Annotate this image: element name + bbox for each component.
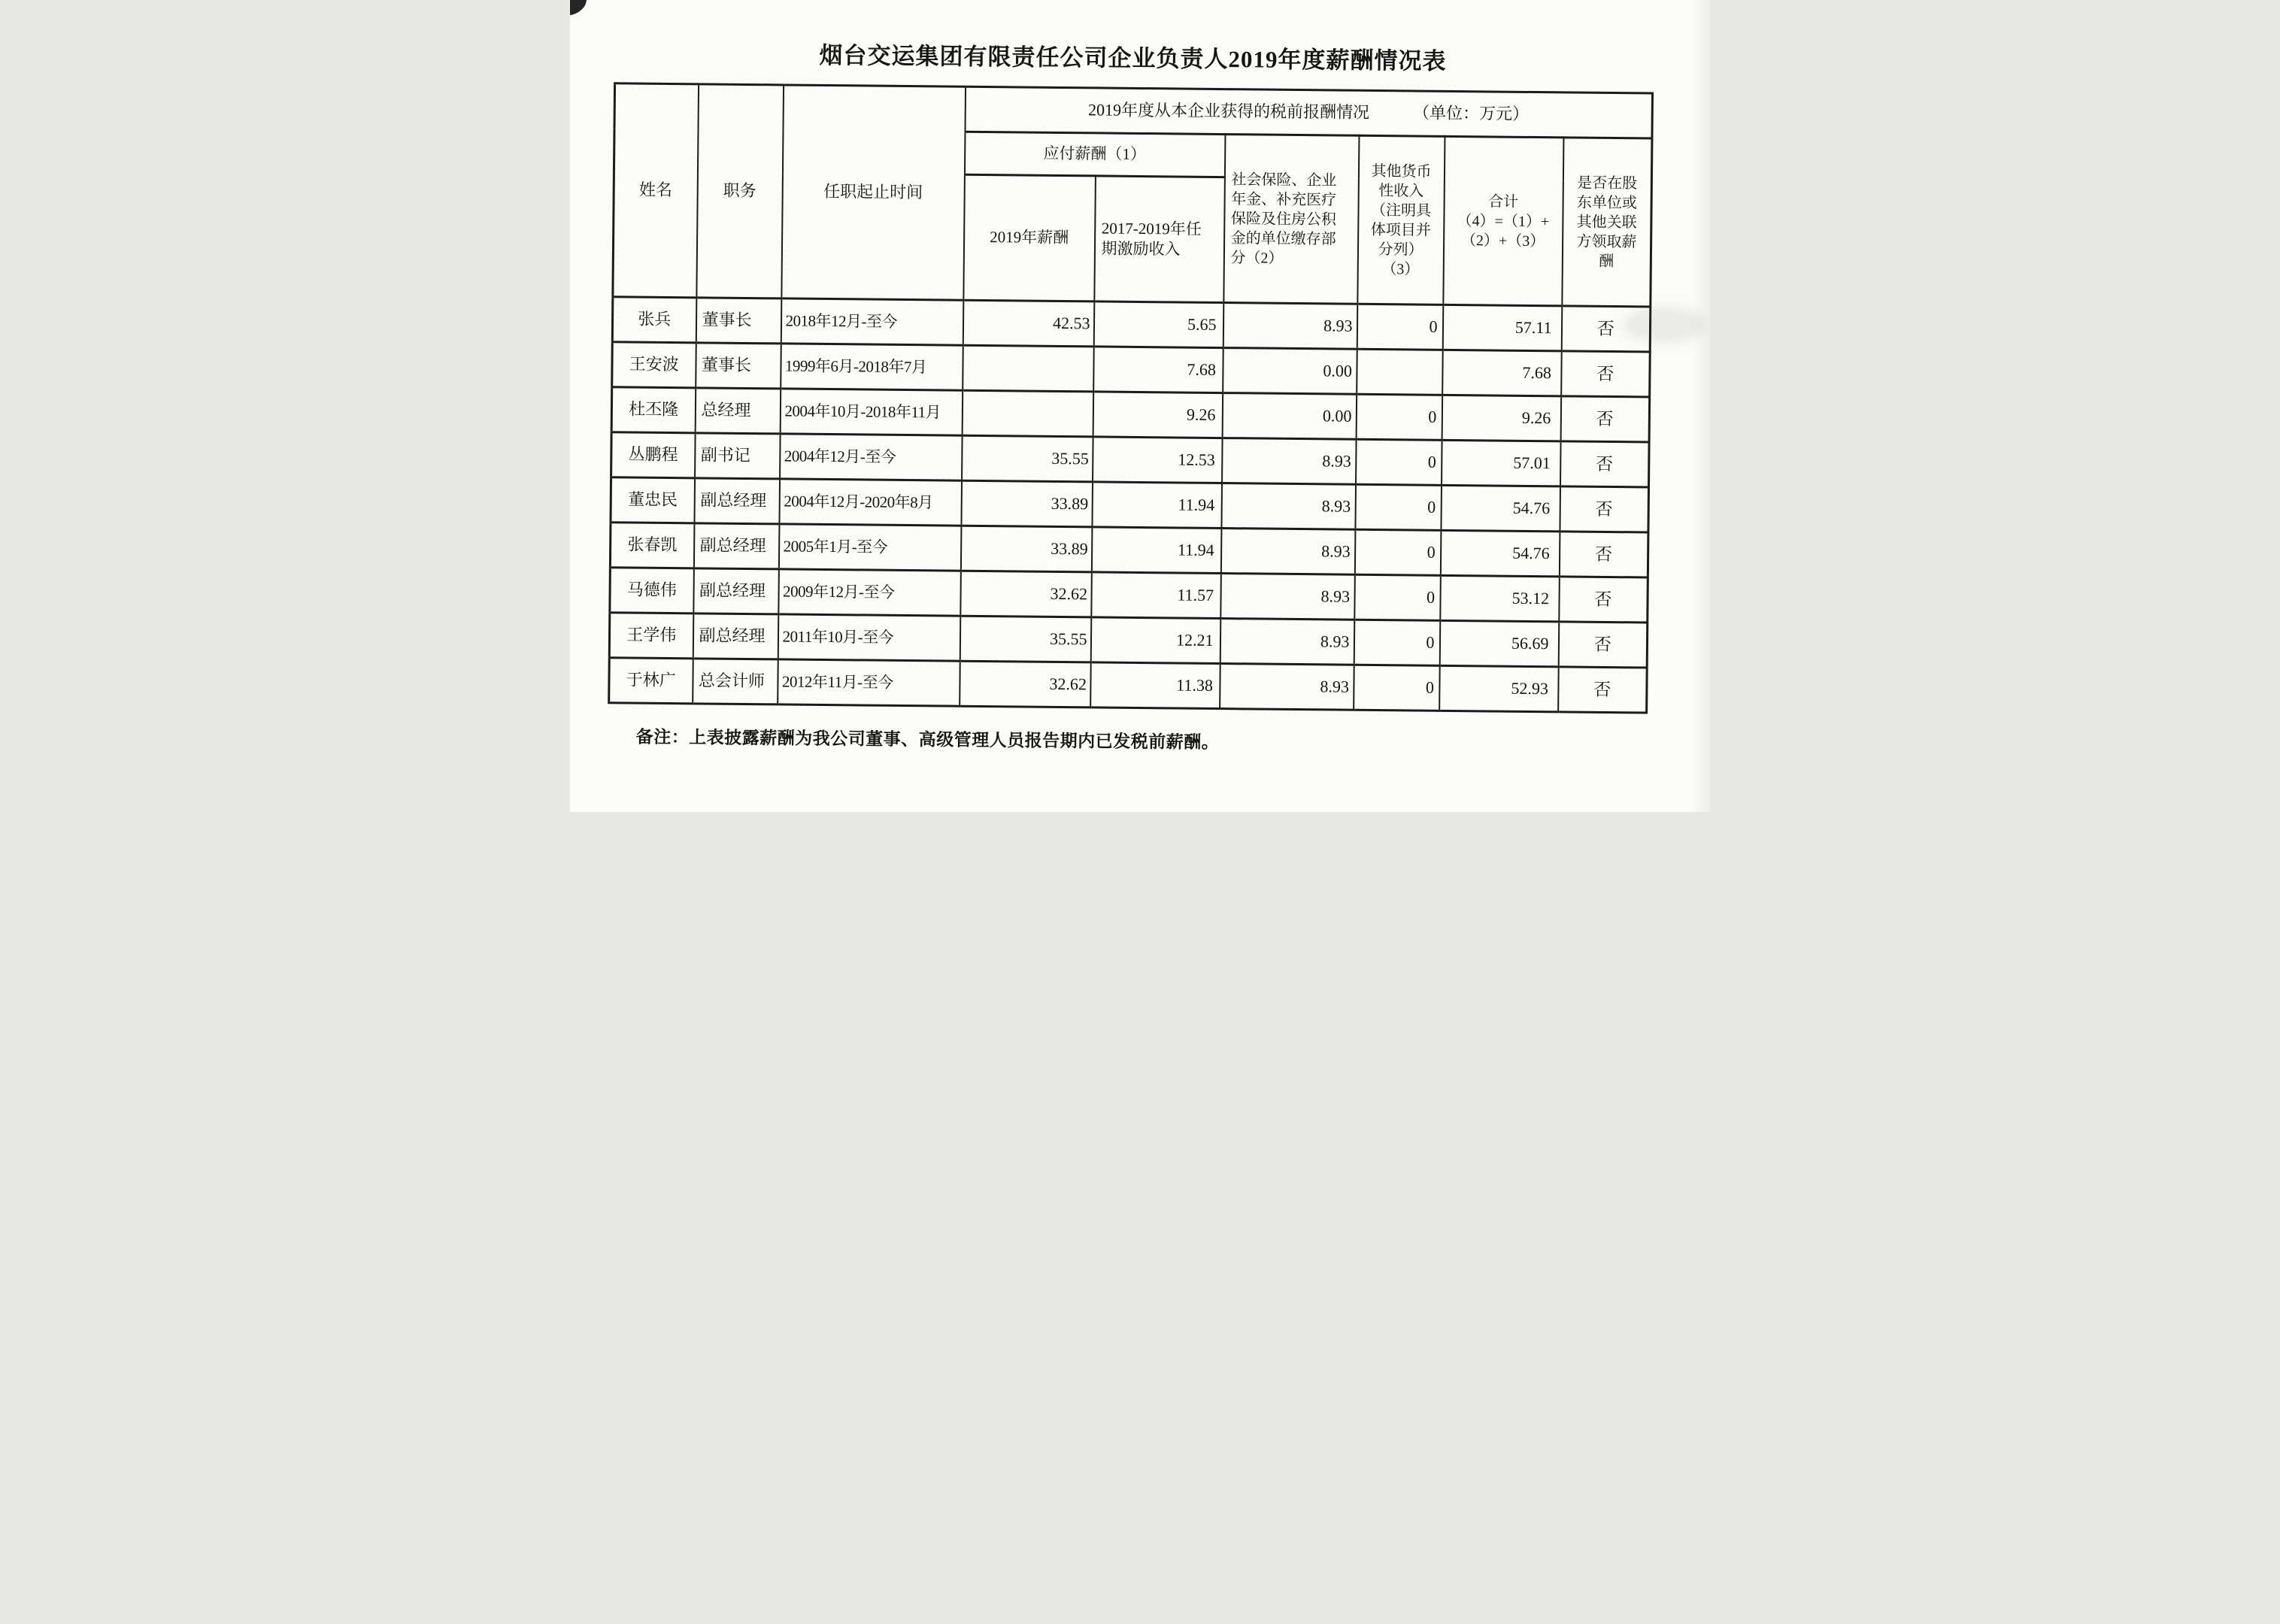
salary-cell bbox=[963, 345, 1094, 392]
header-tenure: 任职起止时间 bbox=[781, 85, 966, 300]
name-cell: 丛鹏程 bbox=[611, 432, 696, 478]
total-cell: 54.76 bbox=[1440, 530, 1560, 577]
page-title: 烟台交运集团有限责任公司企业负责人2019年度薪酬情况表 bbox=[819, 41, 1447, 74]
name-cell: 马德伟 bbox=[610, 568, 694, 614]
total-cell: 53.12 bbox=[1440, 575, 1560, 622]
name-cell: 董忠民 bbox=[611, 477, 695, 523]
salary-cell: 32.62 bbox=[960, 571, 1092, 617]
salary-cell: 33.89 bbox=[960, 526, 1092, 572]
social-cell: 8.93 bbox=[1222, 438, 1357, 485]
position-cell: 副总经理 bbox=[693, 568, 779, 614]
tenure-cell: 2004年12月-2020年8月 bbox=[779, 479, 962, 526]
header-name: 姓名 bbox=[613, 83, 699, 298]
other-income-cell: 0 bbox=[1356, 394, 1442, 440]
header-band bbox=[965, 86, 1653, 138]
incentive-cell: 11.57 bbox=[1091, 572, 1221, 619]
related-party-cell: 否 bbox=[1558, 667, 1648, 713]
tenure-cell: 2004年12月-至今 bbox=[780, 434, 963, 480]
document-sheet bbox=[570, 0, 1710, 812]
other-income-cell: 0 bbox=[1357, 304, 1443, 350]
name-cell: 张兵 bbox=[612, 297, 696, 343]
social-cell: 8.93 bbox=[1220, 574, 1355, 620]
name-cell: 张春凯 bbox=[610, 523, 694, 568]
name-cell: 于林广 bbox=[609, 658, 693, 704]
name-cell: 王学伟 bbox=[609, 613, 693, 659]
header-salary-2019: 2019年薪酬 bbox=[963, 174, 1096, 301]
tenure-cell: 2005年1月-至今 bbox=[778, 524, 961, 571]
scanned-document-page bbox=[570, 0, 1710, 812]
social-cell: 8.93 bbox=[1223, 303, 1357, 350]
position-cell: 总会计师 bbox=[693, 659, 778, 704]
tenure-cell: 2004年10月-2018年11月 bbox=[780, 389, 963, 435]
total-cell: 56.69 bbox=[1439, 620, 1559, 667]
other-income-cell: 0 bbox=[1354, 620, 1440, 665]
related-party-cell: 否 bbox=[1561, 306, 1651, 352]
header-other-income: 其他货币 性收入 （注明具 体项目并 分列） （3） bbox=[1357, 135, 1445, 304]
salary-table bbox=[608, 82, 1654, 714]
salary-cell: 32.62 bbox=[960, 661, 1091, 707]
header-band-label: 2019年度从本企业获得的税前报酬情况 bbox=[1087, 100, 1370, 123]
tenure-cell: 1999年6月-2018年7月 bbox=[781, 344, 963, 390]
incentive-cell: 7.68 bbox=[1093, 347, 1223, 393]
header-related-party: 是否在股 东单位或 其他关联 方领取薪 酬 bbox=[1562, 138, 1652, 307]
other-income-cell bbox=[1357, 349, 1443, 395]
incentive-cell: 12.21 bbox=[1090, 617, 1220, 664]
tenure-cell: 2012年11月-至今 bbox=[778, 659, 960, 706]
total-cell: 57.01 bbox=[1442, 440, 1561, 486]
table-row bbox=[609, 658, 1648, 713]
related-party-cell: 否 bbox=[1558, 622, 1648, 668]
social-cell: 8.93 bbox=[1221, 483, 1356, 530]
other-income-cell: 0 bbox=[1354, 665, 1440, 710]
other-income-cell: 0 bbox=[1354, 574, 1441, 620]
position-cell: 董事长 bbox=[696, 298, 781, 344]
header-position: 职务 bbox=[696, 84, 784, 298]
social-cell: 0.00 bbox=[1222, 393, 1357, 440]
other-income-cell: 0 bbox=[1355, 484, 1442, 530]
header-incentive: 2017-2019年任 期激励收入 bbox=[1094, 176, 1225, 303]
name-cell: 王安波 bbox=[612, 342, 696, 388]
incentive-cell: 12.53 bbox=[1093, 437, 1223, 483]
header-payable: 应付薪酬（1） bbox=[964, 132, 1225, 177]
related-party-cell: 否 bbox=[1560, 396, 1650, 442]
incentive-cell: 11.94 bbox=[1092, 482, 1222, 529]
position-cell: 董事长 bbox=[696, 343, 781, 389]
header-band-unit: （单位：万元） bbox=[1412, 103, 1530, 124]
social-cell: 0.00 bbox=[1223, 348, 1357, 395]
total-cell: 57.11 bbox=[1442, 304, 1562, 351]
social-cell: 8.93 bbox=[1220, 619, 1354, 665]
related-party-cell: 否 bbox=[1560, 486, 1649, 532]
footnote: 备注：上表披露薪酬为我公司董事、高级管理人员报告期内已发税前薪酬。 bbox=[635, 727, 1220, 753]
salary-cell: 35.55 bbox=[962, 435, 1093, 482]
incentive-cell: 11.38 bbox=[1090, 662, 1220, 709]
position-cell: 副总经理 bbox=[693, 523, 779, 569]
incentive-cell: 11.94 bbox=[1091, 527, 1221, 574]
related-party-cell: 否 bbox=[1560, 441, 1650, 487]
related-party-cell: 否 bbox=[1559, 577, 1648, 623]
salary-cell: 35.55 bbox=[960, 616, 1091, 662]
related-party-cell: 否 bbox=[1559, 532, 1648, 577]
tenure-cell: 2011年10月-至今 bbox=[778, 614, 960, 661]
position-cell: 副书记 bbox=[695, 433, 781, 479]
salary-cell: 33.89 bbox=[961, 480, 1093, 527]
total-cell: 52.93 bbox=[1439, 665, 1559, 712]
total-cell: 54.76 bbox=[1441, 485, 1560, 532]
social-cell: 8.93 bbox=[1220, 664, 1354, 710]
social-cell: 8.93 bbox=[1220, 529, 1355, 575]
related-party-cell: 否 bbox=[1561, 351, 1651, 397]
incentive-cell: 5.65 bbox=[1093, 301, 1223, 348]
total-cell: 9.26 bbox=[1442, 395, 1561, 441]
other-income-cell: 0 bbox=[1354, 529, 1441, 575]
header-total: 合计 （4）=（1）+ （2）+（3） bbox=[1443, 136, 1563, 306]
salary-cell: 42.53 bbox=[963, 300, 1094, 347]
position-cell: 副总经理 bbox=[694, 478, 780, 524]
salary-cell bbox=[962, 390, 1093, 437]
tenure-cell: 2018年12月-至今 bbox=[781, 298, 963, 345]
name-cell: 杜丕隆 bbox=[611, 387, 696, 433]
tenure-cell: 2009年12月-至今 bbox=[778, 569, 961, 616]
scan-edge-shade bbox=[1690, 0, 1710, 812]
header-row-band bbox=[614, 83, 1653, 138]
other-income-cell: 0 bbox=[1356, 439, 1442, 485]
incentive-cell: 9.26 bbox=[1093, 392, 1223, 438]
position-cell: 副总经理 bbox=[693, 614, 778, 659]
header-social-insurance: 社会保险、企业 年金、补充医疗 保险及住房公积 金的单位缴存部 分（2） bbox=[1223, 135, 1359, 304]
position-cell: 总经理 bbox=[695, 388, 781, 434]
total-cell: 7.68 bbox=[1442, 350, 1562, 396]
